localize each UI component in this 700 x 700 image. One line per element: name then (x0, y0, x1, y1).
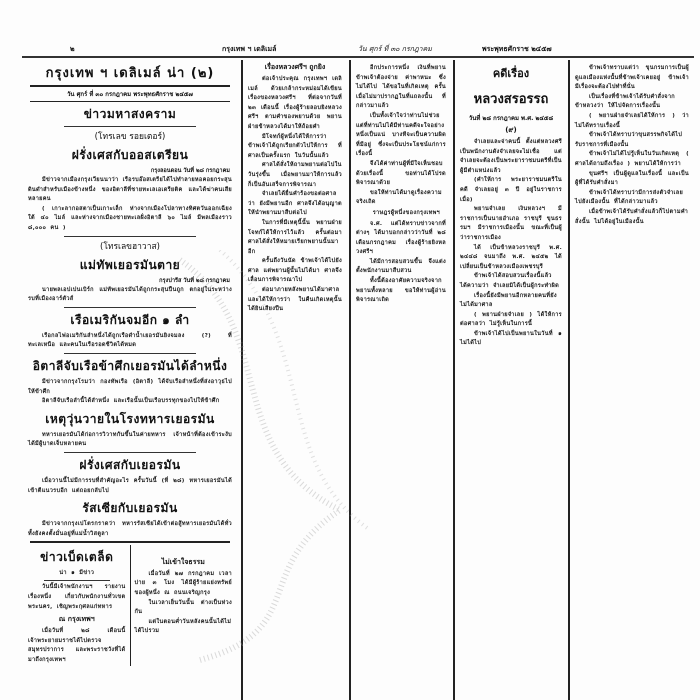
paragraph: ข้าพเจ้าทราบแต่ว่า ขุนกรมการเป็นผู้ดูแลเมืองแห่งนั้นที่ข้าพเจ้าเคยอยู่ ข้าพเจ้ามีเรื่องจะต้องไปทำที่นั่น (575, 65, 689, 91)
side-article (131, 545, 237, 666)
paragraph: จำเลยได้ยื่นคำร้องขอต่อศาลว่า ยังมีพยานอีก ศาลจึงได้อนุญาตให้นำพยานมาสืบต่อไป (248, 191, 342, 217)
paragraph: ศาลได้สั่งให้ถามพยานต่อไปในวันรุ่งขึ้น เมื่อพยานมาให้การแล้ว ก็เป็นอันเสร็จการพิจารณา (248, 162, 342, 188)
divider (64, 307, 196, 308)
article-body (28, 286, 232, 305)
case-kicker: คดีเรื่อง (492, 67, 530, 80)
case-headline: หลวงสรอรรถ (473, 92, 549, 107)
paragraph: วันนี้มีเจ้าพนักงานฯ รายงานเรื่องหนึ่ง เกี่ยวกับพนักงานทั่วเขตพระนคร, เชิญพระกุศลแก่ทหาร (28, 584, 126, 610)
article-body (28, 477, 232, 496)
page-number: ๒ (70, 45, 75, 53)
column-3-signature: ราษฎรผู้หนึ่งของกรุงเทพฯ (372, 209, 440, 216)
paragraph: จึงได้ค่าท่านผู้ที่มีใจเห็นชอบด้วยเรื่องนี้ ขอท่านได้โปรดพิจารณาด้วย (356, 160, 446, 187)
misc-news-body (28, 583, 126, 612)
article-headline: รัสเซียกับเยอรมัน (82, 501, 178, 516)
paragraph: แต่ในตอนค่ำวันหลังคนนั้นได้ไม่ได้ไปรวม (134, 618, 232, 635)
masthead-dateline: วัน ศุกร์ ที่ ๓๐ กรกฎาคม พระพุทธศักราช ๒๔๕๗ (67, 90, 193, 98)
paragraph: ( เกาะลากอสตาเป็นเกาะเล็ก ห่างจากเมืองโปลาทางทิศตวันออกเฉียงใต้ ๔๐ ไมล์ และห่างจากเมืองชายทะเลฝั่งอิตาลี ๖๐ ไมล์ มีพลเมืองราว ๘,๐๐๐ คน ) (28, 205, 232, 231)
paragraph: มีข่าวจากกรุงโรมว่า กองทัพเรือ (อิตาลี) ได้จับเรือลำหนึ่งที่ส่งอาวุธไปให้ข้าศึก (28, 378, 232, 395)
article-source: (โทรเลข รอยเตอร์) (94, 132, 166, 142)
article-headline: ฝรั่งเศสกับออสเตรียน (71, 148, 189, 162)
divider (64, 353, 196, 354)
article-headline: อิตาลีจับเรือข้าศึกเยอรมันได้ลำหนึ่ง (32, 358, 228, 373)
paragraph: มีโจทก์ผู้หนึ่งได้ให้การว่า ข้าพเจ้าได้ถูกเรียกตัวไปให้การ ที่ศาลเป็นครั้งแรก ในวันนั้นแล้ว (248, 133, 342, 159)
article-headline: เรือเมริกันจมอีก ๑ ลำ (70, 312, 190, 327)
case-part: (๙) (505, 126, 517, 134)
case-dateline: วันที่ ๒๘ กรกฎาคม พ.ศ. ๒๔๕๘ (468, 115, 554, 122)
paragraph: ( พยานฝ่ายจำเลยได้ให้การ ) ว่า ไม่ได้ทราบเรื่องนี้ (575, 112, 689, 129)
paragraph: (คำให้การ พระยาราชมนตรีในคดี จำเลยอยู่ ๓ ปี อยู่ในราชการเมื่อ) (460, 177, 562, 203)
column-5 (571, 60, 693, 700)
paragraph: ได้มีการสอบสวนขึ้น จึงแต่งตั้งพนักงานมาสืบสวน (356, 258, 446, 275)
section-title: ข่าวมหาสงคราม (83, 107, 177, 121)
article-headline: เหตุวุ่นวายในโรงทหารเยอรมัน (45, 411, 215, 426)
header-date: วัน ศุกร์ ที่ ๓๐ กรกฎาคม (358, 45, 432, 53)
paragraph: ต่อมาภายหลังพยานได้มาศาล และได้ให้การว่า ในคืนเกิดเหตุนั้นได้ยินเสียงปืน (248, 287, 342, 313)
column-divider (453, 60, 455, 700)
paragraph: มีข่าวจากเมืองกรุงเวียนนาว่า เรือรบอ๊อสเตรียได้ไปทำลายหอคอยกระสุนดินดำสำหรับเมืองข้างหนึ่ง ของอิตาลีที่ชายทะเลเอเดรียติค และได้ฆ่าคนเสียหลายคน (28, 177, 232, 203)
paragraph: เป็นเรื่องที่ข้าพเจ้าได้รับคำสั่งจากข้าหลวงว่า ให้ไปจัดการเรื่องนั้น (575, 93, 675, 110)
paragraph: ข้าพเจ้าได้ทราบว่าขุนสรรพกิจได้ไปรับราชการที่เมืองนั้น (575, 132, 683, 148)
divider (64, 126, 196, 127)
misc-news (24, 545, 131, 666)
paragraph: ข้าพเจ้าได้สอบสวนเรื่องนี้แล้ว ได้ความว่า จำเลยมิได้เป็นผู้กระทำผิด (460, 273, 560, 289)
column-2-headline: เรื่องหลวงศรีฯ ถูกยิง (264, 63, 326, 71)
divider (64, 236, 196, 237)
paragraph: ข้าพเจ้าได้ไปเป็นพยานในวันที่ ๑ ไม่ได้ไป (460, 330, 562, 347)
column-divider (349, 60, 351, 700)
article-byline: กรุงลอนดอน วันที่ ๒๘ กรกฎาคม (150, 168, 230, 174)
article-body (28, 378, 232, 407)
column-2-body (248, 75, 342, 315)
paragraph: ขอให้ท่านได้มาดูเรื่องความจริงเถิด (356, 189, 442, 206)
column-1-lower (24, 545, 236, 666)
paragraph: ทั้งนี้ต้องอาศัยความจริงจากพยานทั้งหลาย ขอให้ท่านผู้อ่านพิจารณาเถิด (356, 278, 446, 304)
column-5-body (575, 64, 689, 227)
column-divider (241, 60, 243, 700)
paragraph: เป็นทั้งเจ้าใจว่าท่านไม่ช่วยแต่ที่ท่านไม่ได้มีท่านคดีจะใจอย่างหนึ่งเป็นแน่ บางทีจะเป็นความผิดที่มีอยู่ ซึ่งจะเป็นประโยชน์แก่การเรื่องนี้ (356, 112, 446, 158)
paragraph: เมื่อวันที่ ๒๘ เดือนนี้ เจ้าพระยายมราชได้ไปตรวจ สมุทรปราการ และพระราชวังที่ได้มาถึงกรุงเทพฯ (28, 628, 126, 663)
column-3 (352, 60, 450, 700)
paragraph: ขุนศรีฯ เป็นผู้ดูแลในเรื่องนี้ และเป็นผู้ที่ได้รับคำสั่งมา (575, 170, 689, 187)
paragraph: เมื่อวันที่ ๒๗ กรกฎาคม เวลาบ่าย ๓ โมง ได้มีผู้ร้ายแย่งทรัพย์ของผู้หนึ่ง ณ ถนนเจริญกรุง (134, 570, 232, 596)
divider (30, 541, 230, 543)
paragraph: อิตาลีจับเรือลำนี้ได้ลำหนึ่ง และเรือนั้นเป็นเรือบรรทุกของไปให้ข้าศึก (42, 398, 220, 405)
paragraph: ได้ เป็นข้าหลวงราชบุรี พ.ศ. ๒๔๔๘ จนมาถึง พ.ศ. ๒๔๕๒ ได้เปลี่ยนเป็นข้าหลวงเมืองเพชรบุรี (460, 244, 562, 270)
divider (30, 85, 230, 87)
masthead-title: กรุงเทพ ฯ เดลิเมล์ น่า (๒) (45, 66, 215, 81)
divider (30, 101, 230, 103)
paragraph: อีกประการหนึ่ง เงินที่พยานข้าพเจ้าต้องจ่าย ค่าพาหนะ ซึ่งไม่ได้ไป ได้ขอในที่เกิดเหตุ ครั้นเมื่อไม่มาปรากฏในที่แถลงนั้น ที่กล่าวมาแล้ว (356, 65, 446, 110)
header-rule (22, 56, 694, 58)
column-2 (244, 60, 346, 700)
misc-news-subsection-body (28, 627, 126, 665)
column-divider (568, 60, 570, 700)
paragraph: นายพลเอปเปนเบิร์ก แม่ทัพเยอรมันได้ถูกกระสุนปืนถูก ตกอยู่ในระหว่างรบที่เมืองอาร์ตัวส์ (28, 286, 232, 303)
article-body (28, 520, 232, 539)
column-3-body (356, 64, 446, 306)
misc-news-headline: ข่าวเบ็ดเตล็ด (40, 549, 114, 564)
column-1 (24, 60, 236, 700)
paragraph: ต่อเจ้าประคุณ กรุงเทพฯ เดลิเมล์ ด้วยเกล้ากระหม่อมได้เขียนเรื่องของหลวงศรีฯ ที่ต่อจากวันที่ ๒๓ เดือนนี้ เรื่องผู้ร้ายลอบยิงหลวงศรีฯ ตามคำของพยานด้วย พยานฝ่ายข้าหลวงได้มาให้ถ้อยคำ (248, 76, 342, 130)
paragraph: ในการที่มีเหตุนี้นั้น พยานฝ่ายโจทก์ได้ให้การไว้แล้ว ครั้นต่อมาศาลได้สั่งให้หมายเรียกพยานนั้นมาอีก (248, 219, 342, 255)
article-body (28, 431, 232, 450)
article-headline: ฝรั่งเศสกับเยอรมัน (79, 457, 181, 472)
paragraph: ครั้นถึงวันนัด ข้าพเจ้าได้ไปยังศาล แต่พยานผู้นั้นไม่ได้มา ศาลจึงเลื่อนการพิจารณาไป (248, 258, 342, 284)
misc-news-subhead: น่า ๑ มีข่าว (59, 569, 95, 576)
divider (44, 580, 110, 581)
paragraph: ข้าพเจ้าได้ทราบว่ามีการส่งตัวจำเลยไปยังเมืองนั้น ที่ได้กล่าวมาแล้ว (575, 189, 684, 206)
column-4-body (460, 138, 562, 349)
paragraph: จ.ศ. แต่ได้ทราบข่าวจากที่ต่างๆ ได้มาบอกกล่าวว่าวันที่ ๒๘ เดือนกรกฎาคม เรื่องผู้ร้ายยิงหลวงศรีฯ (356, 220, 446, 256)
paragraph: เรือกลไฟอเมริกันลำหนึ่งได้ถูกเรือดำน้ำเยอรมันยิงจมลง (?) ที่ทะเลเหนือ และคนในเรือรอดชีวิตได้หมด (28, 332, 232, 349)
paragraph: เมื่อวานนี้ไม่มีการรบที่สำคัญอะไร ครั้นวันนี้ (ที่ ๒๘) ทหารเยอรมันได้เข้าตีแนวรบอีก แต่ถอยกลับไป (28, 477, 232, 494)
paragraph: ( พยานฝ่ายจำเลย ) ได้ให้การต่อศาลว่า ไม่รู้เห็นในการนี้ (460, 311, 562, 328)
side-article-headline: ไม่เข้าใจธรรม (161, 557, 205, 566)
article-body (28, 332, 232, 351)
paper-name: กรุงเทพ ฯ เดลิเมล์ (222, 45, 277, 53)
article-source: (โทรเลขฮาวาส) (100, 241, 160, 252)
article-body (28, 176, 232, 234)
paragraph: เรื่องนี้ยังมีพยานอีกหลายคนที่ยังไม่ได้มาศาล (460, 292, 557, 309)
header-era-year: พระพุทธศักราช ๒๔๕๗ (482, 45, 552, 53)
paragraph: จำเลยและจ่าคนนี้ ตั้งแต่หลวงศรีเป็นพนักงานดังจำเลยจะไม่เชื่อ แต่จำเลยจะต้องเป็นพระยาราชมนตรีที่เป็นผู้มีตำแหน่งแล้ว (460, 139, 562, 174)
side-article-body (135, 570, 233, 637)
paragraph: ข้าพเจ้าไม่ได้ไปรู้เห็นในวันเกิดเหตุ ( ศาลได้ถามถึงเรื่อง ) พยานได้ให้การว่า (575, 151, 689, 167)
paragraph: มีข่าวจากกรุงเปโตรกราดว่า ทหารรัสเซียได้เข้าต่อสู้ทหารเยอรมันได้ทั่ว ทั้งยังคงตั้งมั่นอยู่ที่แม่น้ำวิสตูลา (28, 521, 232, 537)
article-byline: กรุงปารีส วันที่ ๒๘ กรกฎาคม (159, 277, 230, 284)
running-header (22, 44, 694, 56)
misc-news-subsection-headline: ณ กรุงเทพฯ (58, 615, 95, 624)
paragraph: ทหารเยอรมันได้ก่อการวิวาทกันขึ้นในค่ายทหาร เจ้าหน้าที่ต้องเข้าระงับ ได้มีผู้บาดเจ็บหลายคน (28, 431, 232, 448)
column-4 (456, 60, 566, 700)
divider (64, 452, 196, 453)
article-headline: แม่ทัพเยอรมันตาย (79, 257, 181, 272)
paragraph: ในเวลาเย็นวันนั้น ต่างเป็นห่วงกัน (134, 599, 232, 616)
paragraph: เมื่อข้าพเจ้าได้รับคำสั่งแล้วก็ไปตามคำสั่งนั้น ไม่ได้อยู่ในเมืองนั้น (575, 208, 689, 225)
paragraph: พยานจำเลย เงินหลวงฯ มีราชการเป็นนายอำเภอ ราชบุรี ขุนธรรมฯ มีราชการเมืองนั้น ขณะที่เป็นผู้ว่าราชการเมือง (460, 206, 562, 241)
